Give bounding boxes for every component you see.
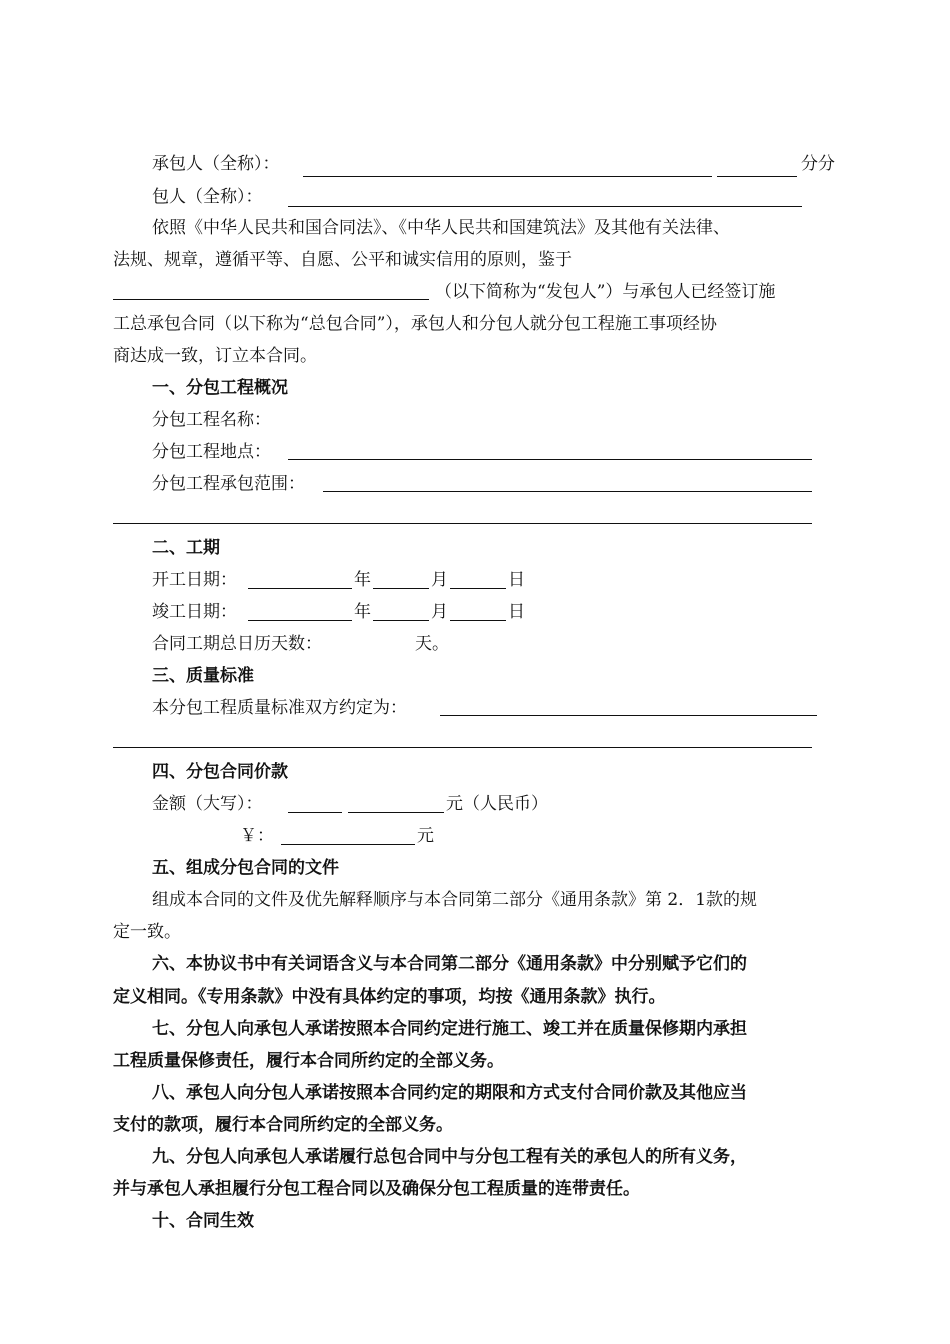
start-month-unit: 月 (431, 570, 448, 590)
contractor-name-blank[interactable] (303, 176, 712, 177)
intro-line-2: 法规、规章，遵循平等、自愿、公平和诚实信用的原则，鉴于 (113, 250, 572, 270)
amount-yen-blank[interactable] (281, 844, 415, 845)
end-day-blank[interactable] (450, 620, 506, 621)
start-day-unit: 日 (508, 570, 525, 590)
section-7-line-1: 七、分包人向承包人承诺按照本合同约定进行施工、竣工并在质量保修期内承担 (152, 1019, 747, 1039)
start-date-label: 开工日期： (152, 570, 237, 590)
section-6-line-1: 六、本协议书中有关词语含义与本合同第二部分《通用条款》中分别赋予它们的 (152, 954, 747, 974)
section-6-line-2: 定义相同。《专用条款》中没有具体约定的事项，均按《通用条款》执行。 (113, 987, 666, 1007)
start-year-blank[interactable] (248, 588, 352, 589)
end-date-label: 竣工日期： (152, 602, 237, 622)
project-scope-blank-2[interactable] (113, 523, 812, 524)
project-scope-label: 分包工程承包范围： (152, 474, 305, 494)
section-3-heading: 三、质量标准 (152, 666, 254, 686)
end-month-unit: 月 (431, 602, 448, 622)
section-9-line-1: 九、分包人向承包人承诺履行总包合同中与分包工程有关的承包人的所有义务， (152, 1147, 747, 1167)
end-month-blank[interactable] (373, 620, 429, 621)
amount-yen-unit: 元 (417, 826, 434, 846)
quality-standard-blank-2[interactable] (113, 747, 812, 748)
quality-standard-blank[interactable] (440, 715, 817, 716)
section-5-line-2: 定一致。 (113, 922, 181, 942)
section-10-heading: 十、合同生效 (152, 1211, 254, 1231)
project-site-label: 分包工程地点： (152, 442, 271, 462)
contractor-label: 承包人（全称）： (152, 154, 280, 174)
intro-line-1: 依照《中华人民共和国合同法》、《中华人民共和国建筑法》及其他有关法律、 (152, 218, 730, 238)
intro-line-4: 工总承包合同（以下称为“总包合同”），承包人和分包人就分包工程施工事项经协 (113, 314, 717, 334)
intro-line-5: 商达成一致，订立本合同。 (113, 346, 317, 366)
section-5-heading: 五、组成分包合同的文件 (152, 858, 339, 878)
end-year-unit: 年 (354, 602, 371, 622)
end-day-unit: 日 (508, 602, 525, 622)
section-4-heading: 四、分包合同价款 (152, 762, 288, 782)
subcontractor-label-part2: 包人（全称）： (152, 187, 263, 207)
section-7-line-2: 工程质量保修责任，履行本合同所约定的全部义务。 (113, 1051, 504, 1071)
quality-standard-label: 本分包工程质量标准双方约定为： (152, 698, 407, 718)
amount-words-unit: 元（人民币） (446, 794, 548, 814)
total-days-label: 合同工期总日历天数： (152, 634, 322, 654)
project-scope-blank[interactable] (323, 491, 812, 492)
section-9-line-2: 并与承包人承担履行分包工程合同以及确保分包工程质量的连带责任。 (113, 1179, 640, 1199)
section-8-line-1: 八、承包人向分包人承诺按照本合同约定的期限和方式支付合同价款及其他应当 (152, 1083, 747, 1103)
project-name-label: 分包工程名称： (152, 410, 271, 430)
amount-words-blank-2[interactable] (348, 812, 444, 813)
project-site-blank[interactable] (288, 459, 812, 460)
start-day-blank[interactable] (450, 588, 506, 589)
total-days-unit: 天。 (415, 634, 449, 654)
section-2-heading: 二、工期 (152, 538, 220, 558)
section-1-heading: 一、分包工程概况 (152, 378, 288, 398)
subcontractor-name-blank[interactable] (288, 206, 802, 207)
start-year-unit: 年 (354, 570, 371, 590)
end-year-blank[interactable] (248, 620, 352, 621)
intro-line-3: （以下简称为“发包人”）与承包人已经签订施 (435, 282, 776, 302)
section-8-line-2: 支付的款项，履行本合同所约定的全部义务。 (113, 1115, 453, 1135)
employer-name-blank[interactable] (113, 299, 429, 300)
amount-yen-label: ￥： (240, 826, 274, 846)
section-5-line-1: 组成本合同的文件及优先解释顺序与本合同第二部分《通用条款》第 2．1款的规 (152, 890, 758, 910)
contractor-name-blank-2[interactable] (717, 176, 797, 177)
amount-words-label: 金额（大写）： (152, 794, 263, 814)
subcontractor-label-part1: 分分 (801, 154, 835, 174)
start-month-blank[interactable] (373, 588, 429, 589)
amount-words-blank-1[interactable] (288, 812, 342, 813)
